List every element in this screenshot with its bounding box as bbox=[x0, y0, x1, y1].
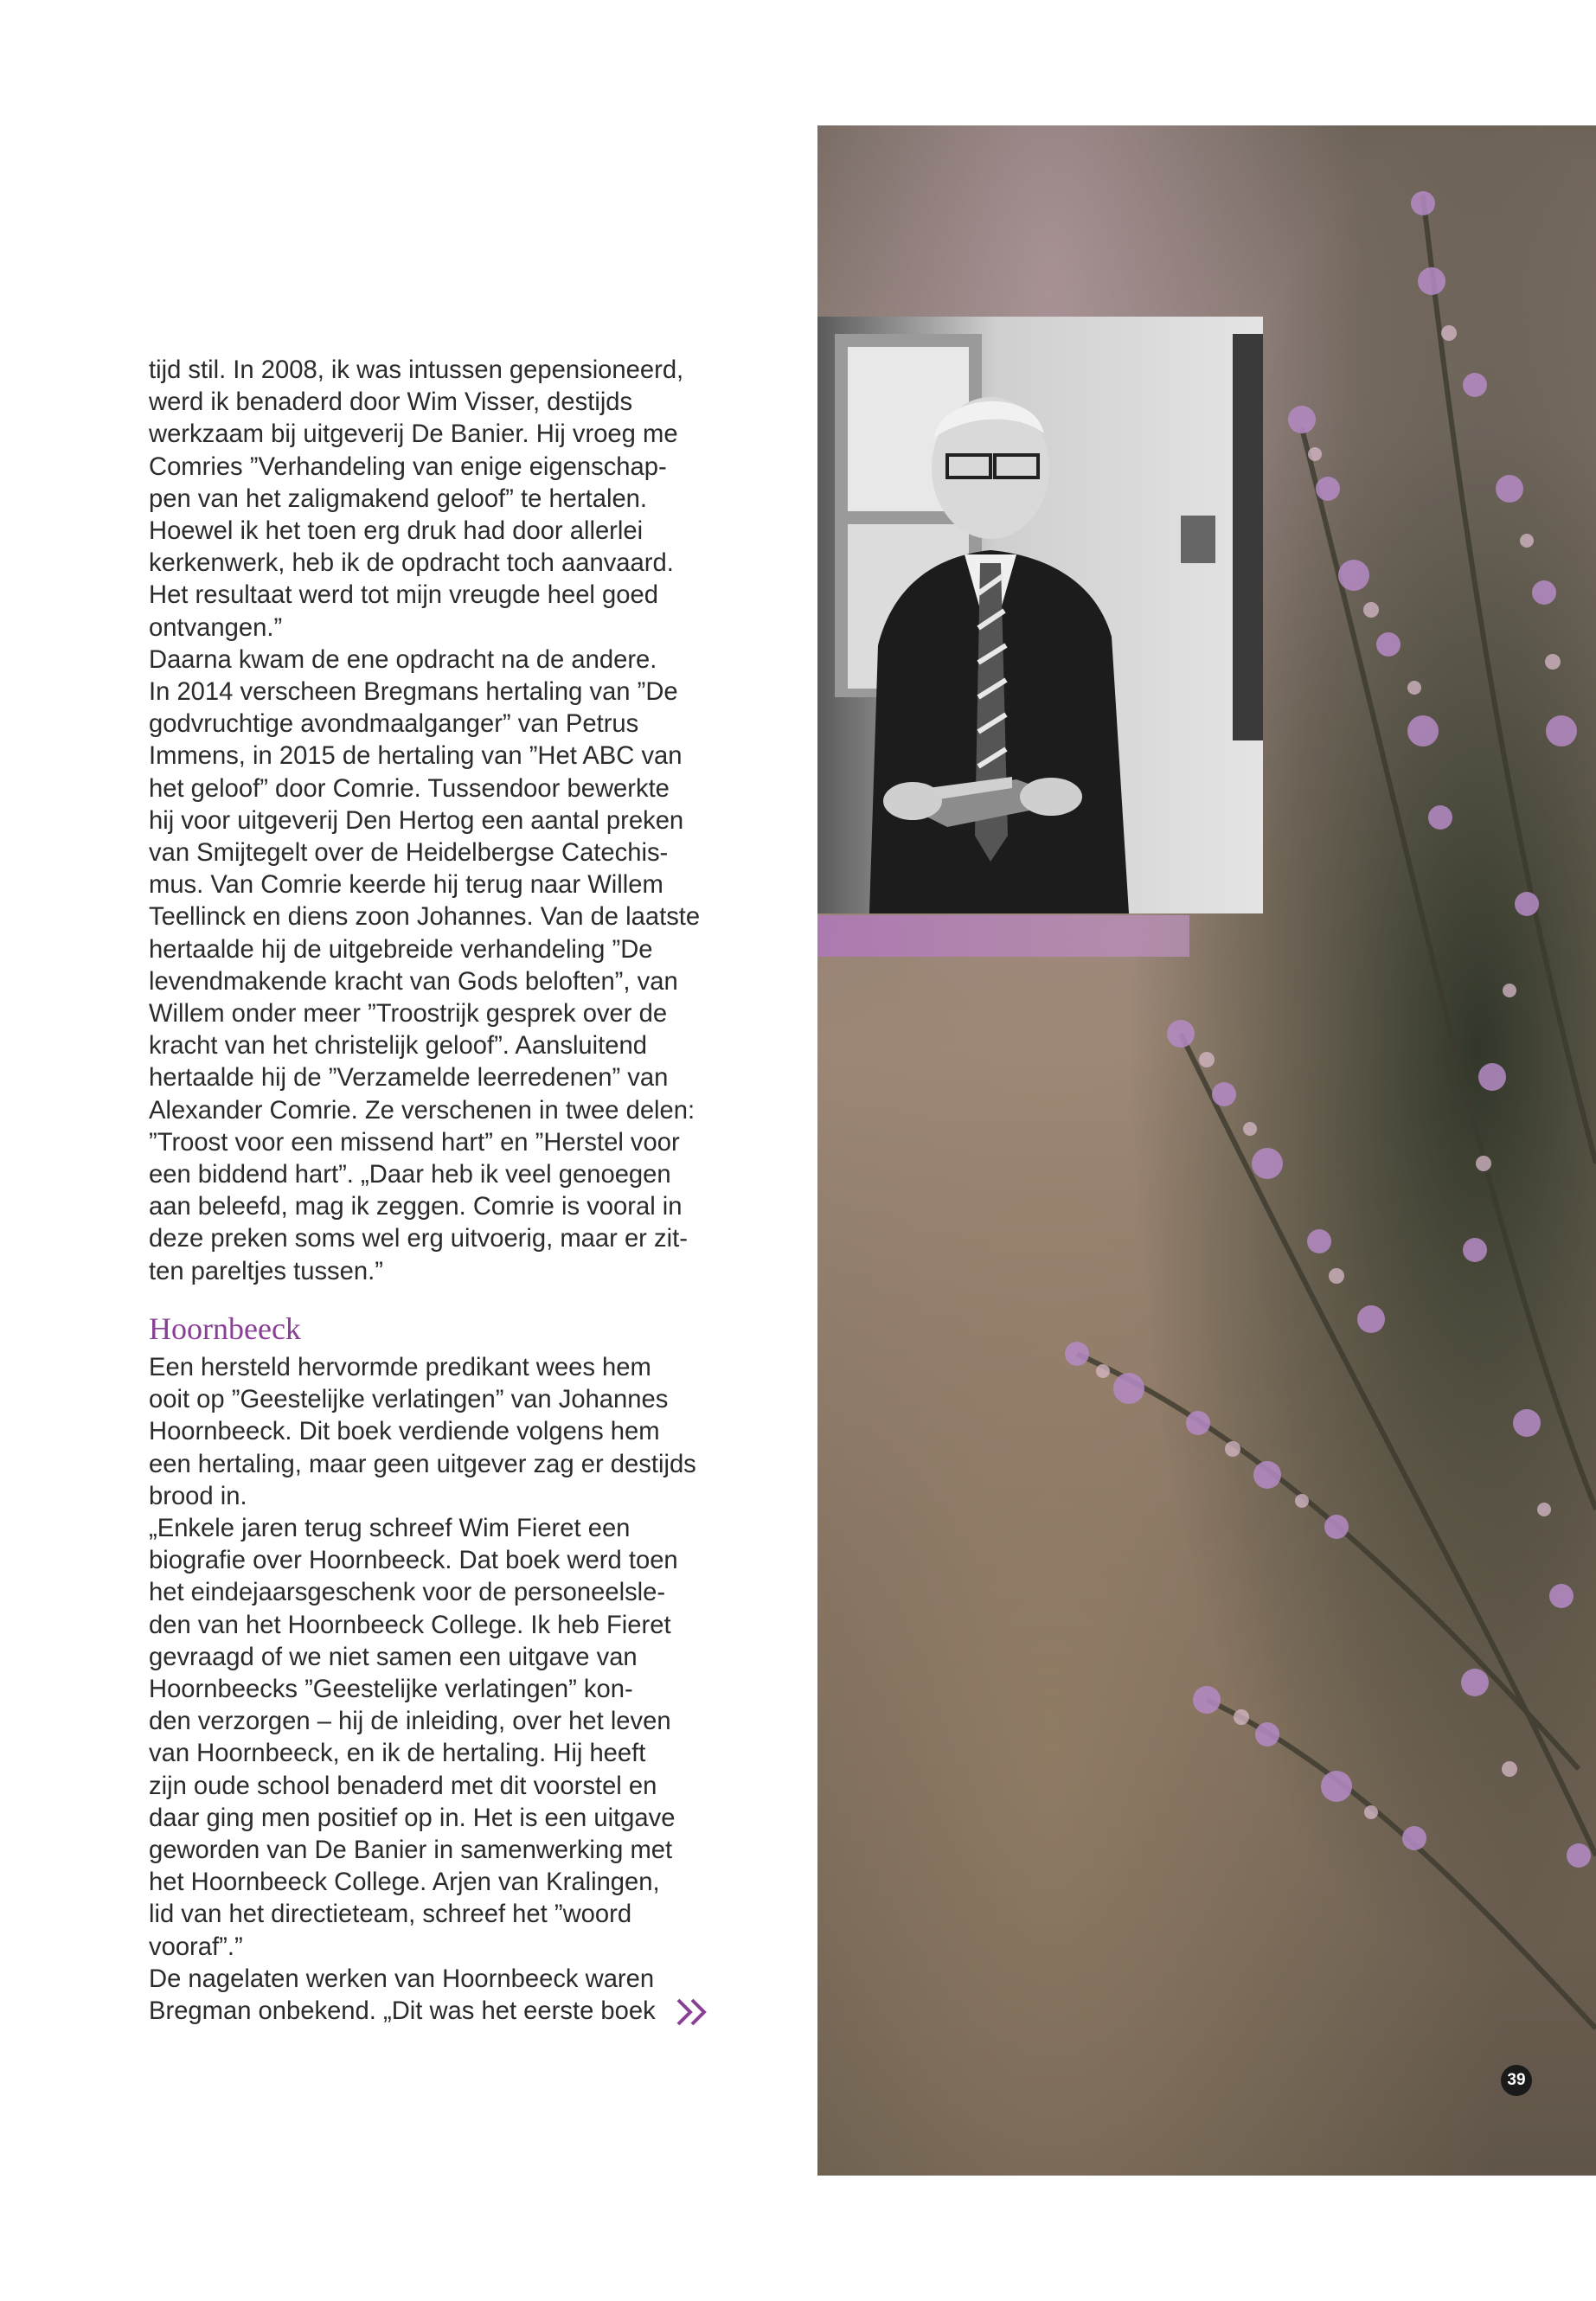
portrait-man-with-book-photo bbox=[817, 317, 1263, 913]
article-paragraph-3: Een hersteld hervormde predikant wees hem ooit op ”Geestelijke verlatingen” van Johannes Hoornbeeck. Dit boek verdiende volgens hem een hertaling, maar geen uitgever zag er destijds brood in. bbox=[149, 1353, 696, 1510]
page-number-badge: 39 bbox=[1501, 2065, 1532, 2096]
article-paragraph-1: tijd stil. In 2008, ik was intussen gepensioneerd, werd ik benaderd door Wim Visser, destijds werkzaam bij uitgeverij De Banier. Hij vroeg me Comries ”Verhandeling van enige eigenschap- pen van het zaligmakend geloof” te hertalen. Hoewel ik het toen erg druk had door allerlei kerkenwerk, heb ik de opdracht toch aanvaard. Het resultaat werd tot mijn vreugde heel goed ontvangen.” bbox=[149, 356, 684, 642]
lilac-color-band bbox=[817, 915, 1189, 957]
section-heading-hoornbeeck: Hoornbeeck bbox=[149, 1311, 301, 1346]
article-text-column bbox=[149, 355, 711, 2028]
article-paragraph-5: De nagelaten werken van Hoornbeeck waren Bregman onbekend. „Dit was het eerste boek bbox=[149, 1965, 656, 2025]
article-paragraph-4: „Enkele jaren terug schreef Wim Fieret een biografie over Hoornbeeck. Dat boek werd toen het eindejaarsgeschenk voor de personeelsle- den van het Hoornbeeck College. Ik heb Fieret gevraagd of we niet samen een uitgave van Hoornbeecks ”Geestelijke verlatingen” kon- den verzorgen – hij de inleiding, over het leven van Hoornbeeck, en ik de hertaling. Hij heeft zijn oude school benaderd met dit voorstel en daar ging men positief op in. Het is een uitgave geworden van De Banier in samenwerking met het Hoornbeeck College. Arjen van Kralingen, lid van het directieteam, schreef het ”woord vooraf”.” bbox=[149, 1514, 678, 1961]
double-chevron-right-icon bbox=[675, 1997, 709, 2028]
article-paragraph-2: Daarna kwam de ene opdracht na de andere. In 2014 verscheen Bregmans hertaling van ”De godvruchtige avondmaalganger” van Petrus Immens, in 2015 de hertaling van ”Het ABC van het geloof” door Comrie. Tussendoor bewerkte hij voor uitgeverij Den Hertog een aantal preken van Smijtegelt over de Heidelbergse Catechis- mus. Van Comrie keerde hij terug naar Willem Teellinck en diens zoon Johannes. Van de laatste hertaalde hij de uitgebreide verhandeling ”De levendmakende kracht van Gods beloften”, van Willem onder meer ”Troostrijk gesprek over de kracht van het christelijk geloof”. Aansluitend hertaalde hij de ”Verzamelde leerredenen” van Alexander Comrie. Ze verschenen in twee delen: ”Troost voor een missend hart” en ”Herstel voor een biddend hart”. „Daar heb ik veel genoegen aan beleefd, mag ik zeggen. Comrie is vooral in deze preken soms wel erg uitvoerig, maar er zit- ten pareltjes tussen.” bbox=[149, 645, 701, 1285]
